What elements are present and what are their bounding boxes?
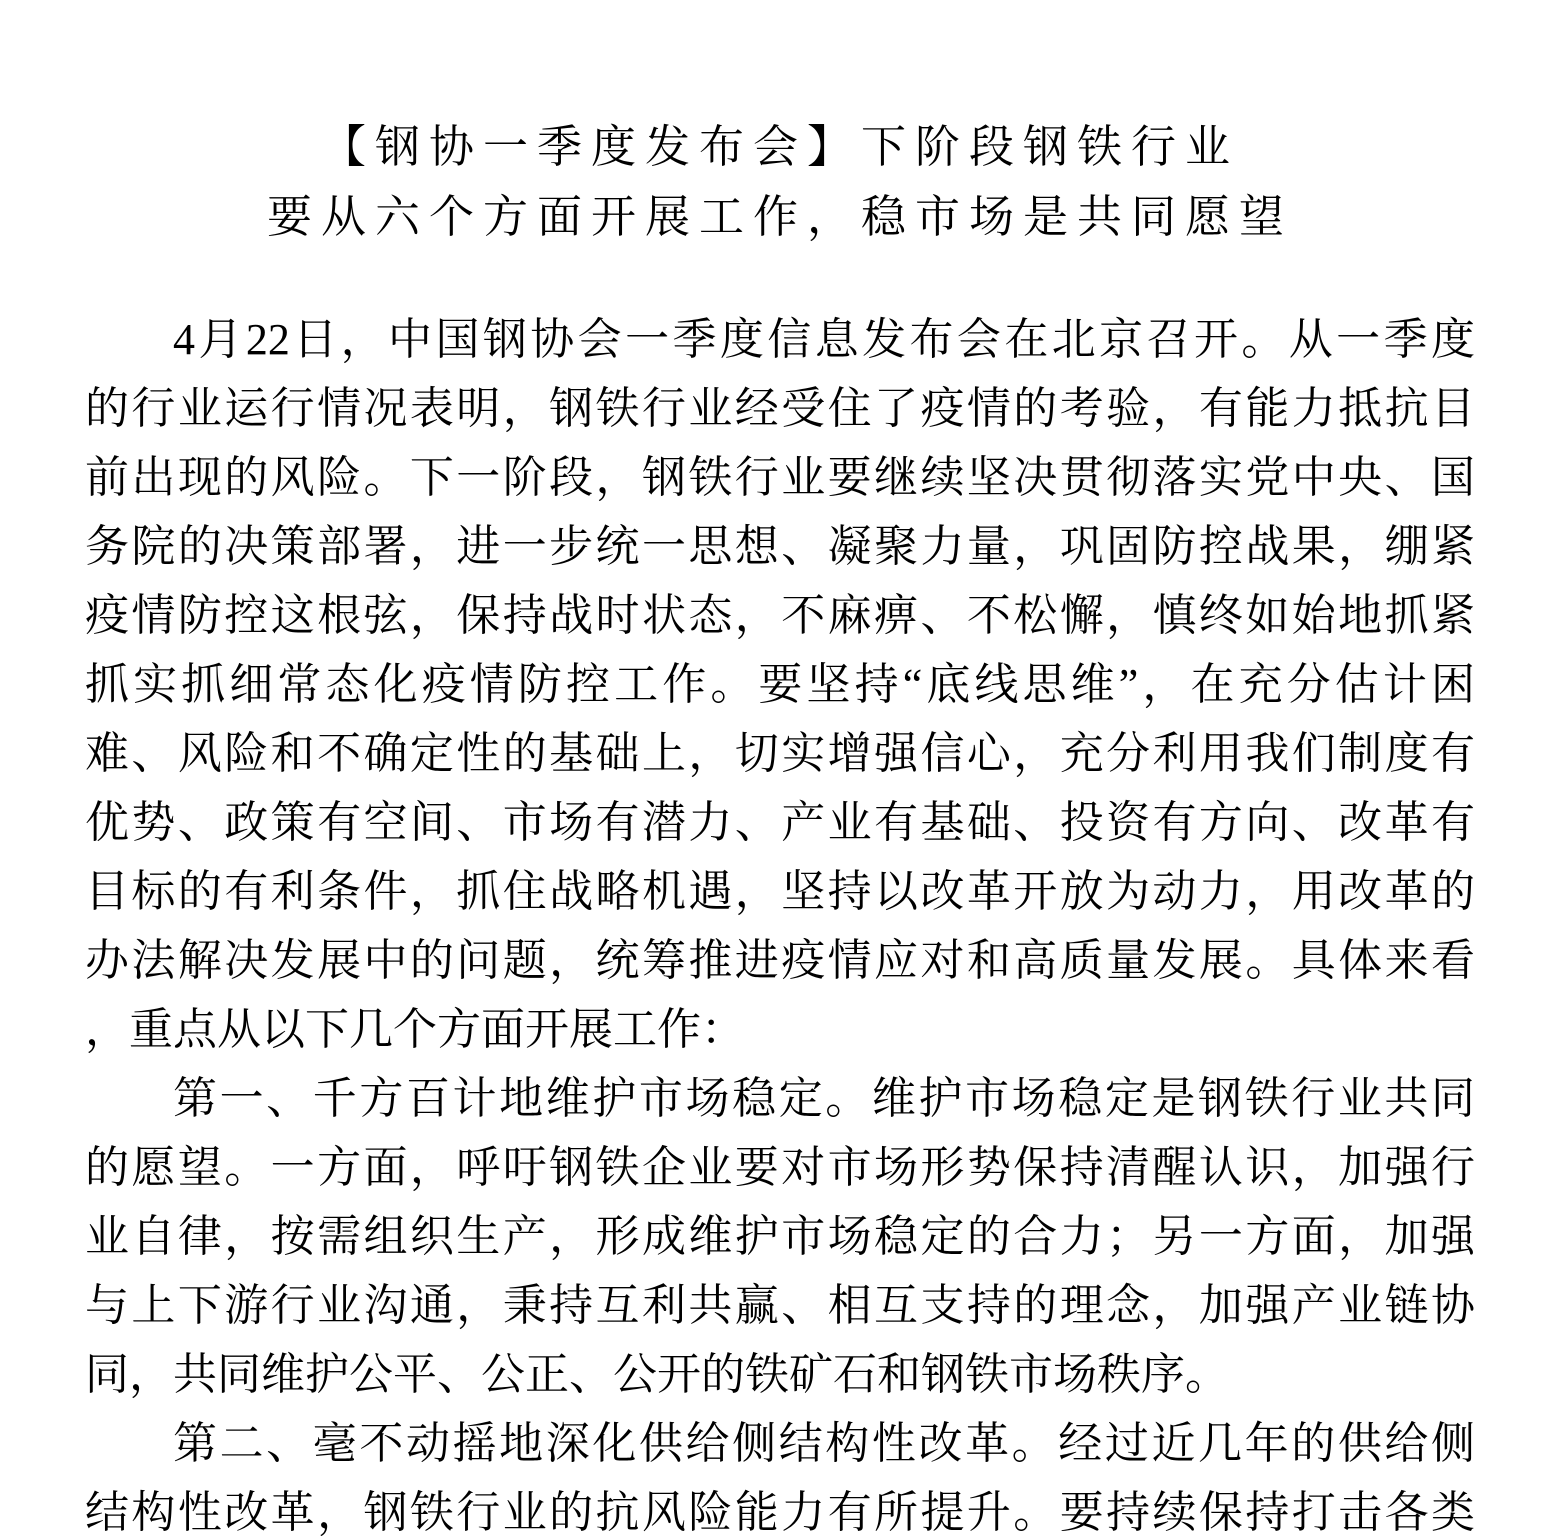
body-line: 第二、毫不动摇地深化供给侧结构性改革。经过近几年的供给侧 bbox=[173, 1419, 1475, 1468]
body-line: 疫情防控这根弦，保持战时状态，不麻痹、不松懈，慎终如始地抓紧 bbox=[85, 591, 1475, 640]
document-title bbox=[85, 112, 1475, 252]
title-line-2: 要从六个方面开展工作，稳市场是共同愿望 bbox=[266, 192, 1293, 242]
body-line: ，重点从以下几个方面开展工作： bbox=[85, 1005, 745, 1054]
body-line: 的行业运行情况表明，钢铁行业经受住了疫情的考验，有能力抵抗目 bbox=[85, 384, 1475, 433]
body-line: 与上下游行业沟通，秉持互利共赢、相互支持的理念，加强产业链协 bbox=[85, 1281, 1475, 1330]
body-line: 优势、政策有空间、市场有潜力、产业有基础、投资有方向、改革有 bbox=[85, 798, 1475, 847]
body-line: 目标的有利条件，抓住战略机遇，坚持以改革开放为动力，用改革的 bbox=[85, 867, 1475, 916]
document-body bbox=[85, 305, 1475, 1536]
body-line: 难、风险和不确定性的基础上，切实增强信心，充分利用我们制度有 bbox=[85, 729, 1475, 778]
title-line-1: 【钢协一季度发布会】下阶段钢铁行业 bbox=[320, 122, 1239, 172]
body-line: 第一、千方百计地维护市场稳定。维护市场稳定是钢铁行业共同 bbox=[173, 1074, 1475, 1123]
body-line: 业自律，按需组织生产，形成维护市场稳定的合力；另一方面，加强 bbox=[85, 1212, 1475, 1261]
body-line: 4月22日，中国钢协会一季度信息发布会在北京召开。从一季度 bbox=[173, 315, 1475, 364]
body-line: 的愿望。一方面，呼吁钢铁企业要对市场形势保持清醒认识，加强行 bbox=[85, 1143, 1475, 1192]
body-line: 前出现的风险。下一阶段，钢铁行业要继续坚决贯彻落实党中央、国 bbox=[85, 453, 1475, 502]
body-line: 抓实抓细常态化疫情防控工作。要坚持“底线思维”，在充分估计困 bbox=[85, 660, 1475, 709]
body-line: 同，共同维护公平、公正、公开的铁矿石和钢铁市场秩序。 bbox=[85, 1350, 1229, 1399]
body-line: 办法解决发展中的问题，统筹推进疫情应对和高质量发展。具体来看 bbox=[85, 936, 1475, 985]
body-line: 结构性改革，钢铁行业的抗风险能力有所提升。要持续保持打击各类 bbox=[85, 1488, 1475, 1536]
body-line: 务院的决策部署，进一步统一思想、凝聚力量，巩固防控战果，绷紧 bbox=[85, 522, 1475, 571]
